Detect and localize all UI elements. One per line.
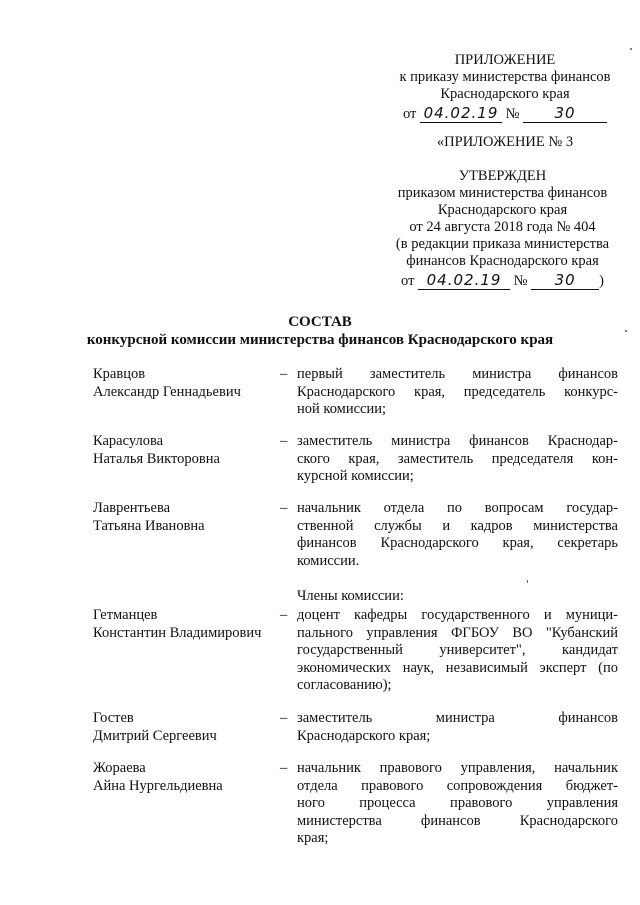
closing-paren: )	[599, 273, 604, 289]
position-line: финансов Краснодарского края, секретарь	[297, 535, 618, 551]
appendix-header	[370, 52, 640, 123]
scan-speck	[625, 330, 627, 332]
position-line: первый заместитель министра финансов	[297, 366, 618, 382]
approved-region: Краснодарского края	[437, 202, 568, 218]
position-line: пального управления ФГБОУ ВО "Кубанский	[297, 624, 618, 641]
member-name	[93, 710, 278, 745]
dash: –	[280, 500, 288, 516]
position-line: начальник правового управления, начальник	[297, 760, 618, 776]
member-name	[93, 607, 278, 642]
edition-line-2: финансов Краснодарского края	[406, 253, 599, 269]
member-surname: Гетманцев	[93, 607, 158, 623]
position-line: ного процесса правового управления	[297, 795, 618, 811]
member-position	[297, 710, 618, 745]
members-heading: Члены комиссии:	[297, 588, 404, 604]
position-line: Краснодарского края;	[297, 727, 431, 744]
position-line: заместитель министра финансов Краснодар-	[297, 433, 618, 449]
scan-speck	[527, 580, 528, 583]
position-line: начальник отдела по вопросам государ-	[297, 500, 618, 516]
approval-block	[365, 168, 640, 290]
member-name	[93, 433, 278, 468]
member-given-names: Айна Нургельдиевна	[93, 777, 223, 794]
member-surname: Гостев	[93, 710, 134, 726]
handwritten-date: 04.02.19	[420, 105, 502, 123]
member-surname: Лаврентьева	[93, 500, 171, 516]
member-position	[297, 500, 618, 570]
position-line: государственный университет", кандидат	[297, 642, 618, 658]
member-position	[297, 433, 618, 486]
position-line: заместитель министра финансов	[297, 710, 618, 726]
member-given-names: Наталья Викторовна	[93, 450, 220, 467]
member-position	[297, 760, 618, 848]
member-surname: Жораева	[93, 760, 146, 776]
edition-date-line	[365, 272, 640, 290]
appendix-to-order: к приказу министерства финансов	[399, 69, 611, 85]
dash: –	[280, 607, 288, 623]
position-line: министерства финансов Краснодарского	[297, 812, 618, 829]
position-line: края;	[297, 830, 329, 846]
member-given-names: Татьяна Ивановна	[93, 517, 205, 534]
dash: –	[280, 710, 288, 726]
appendix-title: ПРИЛОЖЕНИЕ	[454, 52, 556, 68]
date-prefix: от	[402, 106, 417, 122]
member-position	[297, 366, 618, 419]
appendix3-title: «ПРИЛОЖЕНИЕ № 3	[436, 134, 574, 150]
position-line: комиссии.	[297, 552, 360, 569]
edition-handwritten-date: 04.02.19	[418, 272, 510, 290]
member-position	[297, 607, 618, 695]
member-given-names: Константин Владимирович	[93, 624, 262, 641]
position-line: курсной комиссии;	[297, 468, 414, 484]
position-line: согласованию);	[297, 677, 392, 693]
member-given-names: Александр Геннадьевич	[93, 383, 241, 400]
handwritten-number: 30	[523, 105, 607, 123]
position-line: отдела правового сопровождения бюджет-	[297, 777, 618, 794]
member-name	[93, 500, 278, 535]
document-subtitle: конкурсной комиссии министерства финансов Краснодарского края	[86, 332, 554, 348]
member-surname: Кравцов	[93, 366, 146, 382]
member-given-names: Дмитрий Сергеевич	[93, 727, 217, 744]
scan-speck	[630, 48, 632, 50]
member-surname: Карасулова	[93, 433, 164, 449]
position-line: ной комиссии;	[297, 401, 387, 417]
dash: –	[280, 366, 288, 382]
edition-handwritten-number: 30	[531, 272, 599, 290]
number-prefix: №	[505, 106, 520, 122]
dash: –	[280, 760, 288, 776]
edition-number-prefix: №	[513, 273, 528, 289]
edition-date-prefix: от	[401, 273, 415, 289]
original-order-date: от 24 августа 2018 года № 404	[409, 219, 596, 235]
position-line: Краснодарского края, председатель конкурс-	[297, 383, 618, 400]
position-line: ского края, заместитель председателя кон-	[297, 450, 618, 467]
approved-by-order: приказом министерства финансов	[397, 185, 608, 201]
edition-line-1: (в редакции приказа министерства	[395, 236, 610, 252]
position-line: ственной службы и кадров министерства	[297, 517, 618, 534]
member-name	[93, 760, 278, 795]
member-name	[93, 366, 278, 401]
position-line: экономических наук, независимый эксперт (по	[297, 659, 618, 676]
document-title: СОСТАВ	[288, 314, 352, 330]
approved-heading: УТВЕРЖДЕН	[458, 168, 547, 184]
appendix-date-line	[370, 105, 640, 123]
position-line: доцент кафедры государственного и муници-	[297, 607, 618, 623]
appendix-region: Краснодарского края	[440, 86, 570, 102]
dash: –	[280, 433, 288, 449]
